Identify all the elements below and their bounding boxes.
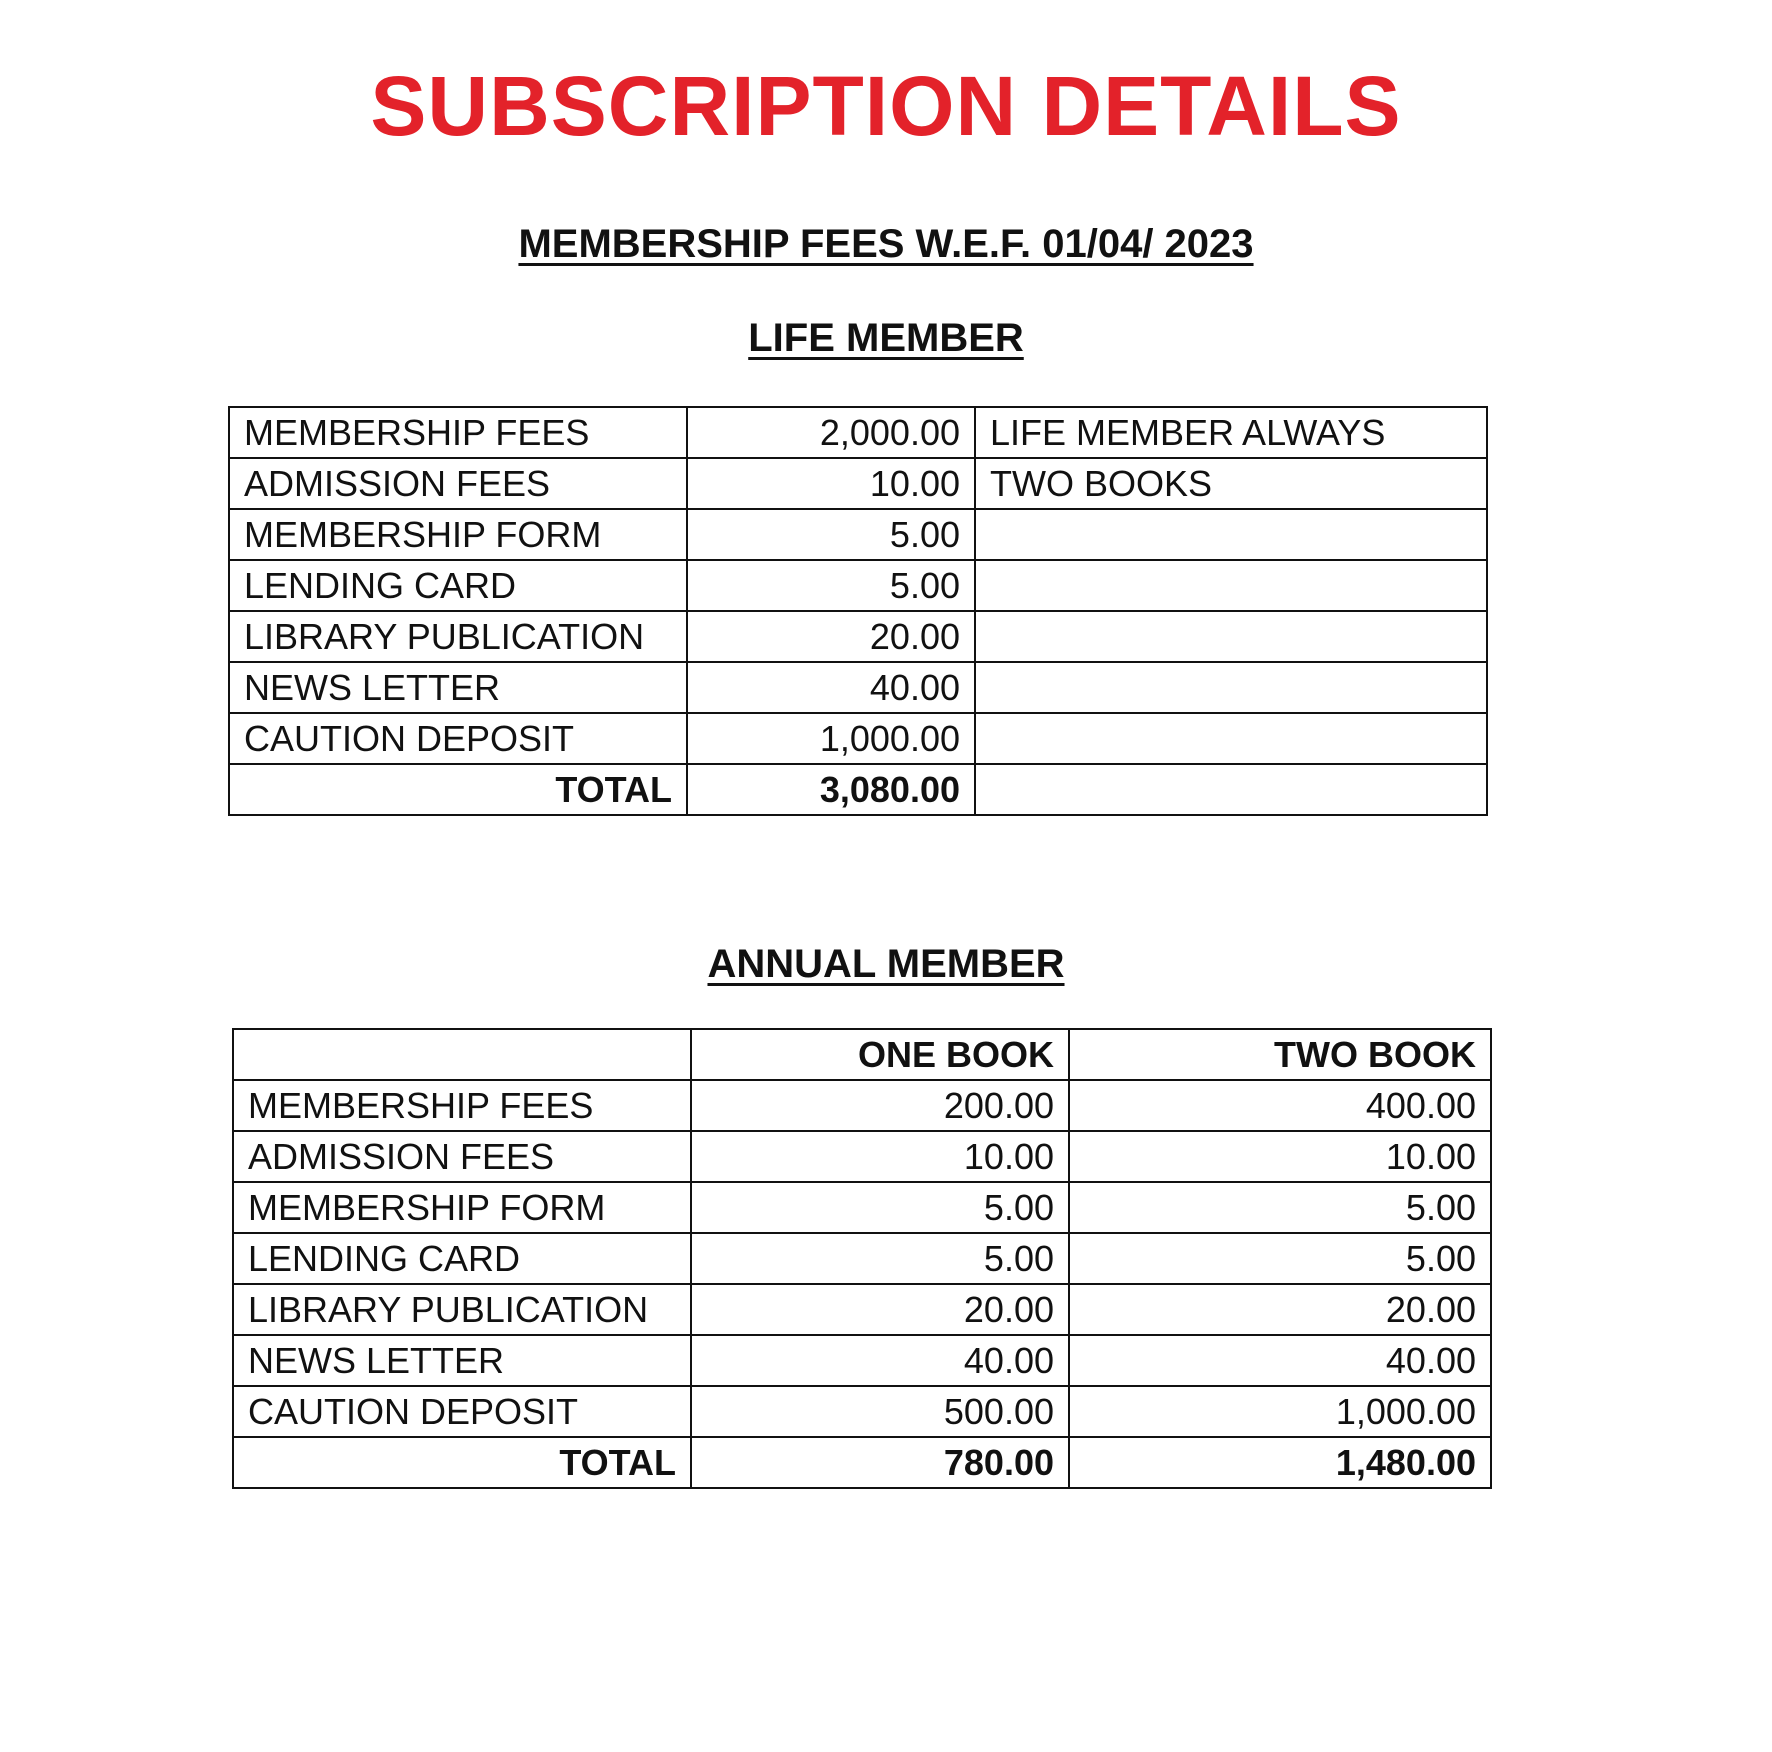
fee-label: ADMISSION FEES xyxy=(233,1131,691,1182)
table-row xyxy=(229,611,1487,662)
fee-label: NEWS LETTER xyxy=(233,1335,691,1386)
two-book-amount: 5.00 xyxy=(1069,1233,1491,1284)
fee-label: LIBRARY PUBLICATION xyxy=(229,611,687,662)
fee-label: CAUTION DEPOSIT xyxy=(229,713,687,764)
fee-label: MEMBERSHIP FEES xyxy=(233,1080,691,1131)
fee-note xyxy=(975,662,1487,713)
total-one-book: 780.00 xyxy=(691,1437,1069,1488)
fee-note xyxy=(975,611,1487,662)
fee-label: MEMBERSHIP FORM xyxy=(229,509,687,560)
table-row xyxy=(229,560,1487,611)
fee-amount: 5.00 xyxy=(687,509,975,560)
table-row xyxy=(233,1131,1491,1182)
two-book-amount: 20.00 xyxy=(1069,1284,1491,1335)
total-label: TOTAL xyxy=(233,1437,691,1488)
fee-amount: 5.00 xyxy=(687,560,975,611)
total-amount: 3,080.00 xyxy=(687,764,975,815)
fee-note xyxy=(975,713,1487,764)
fee-label: NEWS LETTER xyxy=(229,662,687,713)
total-row xyxy=(233,1437,1491,1488)
total-label: TOTAL xyxy=(229,764,687,815)
header-row xyxy=(233,1029,1491,1080)
two-book-amount: 5.00 xyxy=(1069,1182,1491,1233)
fee-label: MEMBERSHIP FORM xyxy=(233,1182,691,1233)
fee-amount: 40.00 xyxy=(687,662,975,713)
fee-amount: 20.00 xyxy=(687,611,975,662)
page-title: SUBSCRIPTION DETAILS xyxy=(370,59,1402,153)
table-row xyxy=(233,1284,1491,1335)
one-book-amount: 20.00 xyxy=(691,1284,1069,1335)
one-book-amount: 5.00 xyxy=(691,1182,1069,1233)
two-book-amount: 1,000.00 xyxy=(1069,1386,1491,1437)
table-row xyxy=(229,662,1487,713)
fee-label: MEMBERSHIP FEES xyxy=(229,407,687,458)
fee-label: CAUTION DEPOSIT xyxy=(233,1386,691,1437)
one-book-amount: 5.00 xyxy=(691,1233,1069,1284)
table-row xyxy=(233,1233,1491,1284)
one-book-amount: 40.00 xyxy=(691,1335,1069,1386)
total-row xyxy=(229,764,1487,815)
fee-label: LENDING CARD xyxy=(229,560,687,611)
fee-note xyxy=(975,509,1487,560)
empty-header-cell xyxy=(233,1029,691,1080)
fee-note: TWO BOOKS xyxy=(975,458,1487,509)
one-book-amount: 500.00 xyxy=(691,1386,1069,1437)
annual-member-table xyxy=(232,1028,1492,1489)
fee-label: LENDING CARD xyxy=(233,1233,691,1284)
fee-note: LIFE MEMBER ALWAYS xyxy=(975,407,1487,458)
table-row xyxy=(229,713,1487,764)
two-book-amount: 40.00 xyxy=(1069,1335,1491,1386)
table-row xyxy=(229,458,1487,509)
one-book-amount: 200.00 xyxy=(691,1080,1069,1131)
column-header-two-book: TWO BOOK xyxy=(1069,1029,1491,1080)
one-book-amount: 10.00 xyxy=(691,1131,1069,1182)
fee-note xyxy=(975,560,1487,611)
table-row xyxy=(233,1386,1491,1437)
two-book-amount: 10.00 xyxy=(1069,1131,1491,1182)
life-member-table xyxy=(228,406,1488,816)
table-row xyxy=(229,509,1487,560)
column-header-one-book: ONE BOOK xyxy=(691,1029,1069,1080)
life-member-heading: LIFE MEMBER xyxy=(748,316,1024,360)
fee-amount: 10.00 xyxy=(687,458,975,509)
fees-heading: MEMBERSHIP FEES W.E.F. 01/04/ 2023 xyxy=(518,222,1254,266)
table-row xyxy=(233,1335,1491,1386)
total-two-book: 1,480.00 xyxy=(1069,1437,1491,1488)
fee-label: LIBRARY PUBLICATION xyxy=(233,1284,691,1335)
two-book-amount: 400.00 xyxy=(1069,1080,1491,1131)
annual-member-heading: ANNUAL MEMBER xyxy=(707,942,1065,986)
fee-amount: 2,000.00 xyxy=(687,407,975,458)
table-row xyxy=(233,1182,1491,1233)
table-row xyxy=(229,407,1487,458)
fee-label: ADMISSION FEES xyxy=(229,458,687,509)
empty-cell xyxy=(975,764,1487,815)
table-row xyxy=(233,1080,1491,1131)
fee-amount: 1,000.00 xyxy=(687,713,975,764)
